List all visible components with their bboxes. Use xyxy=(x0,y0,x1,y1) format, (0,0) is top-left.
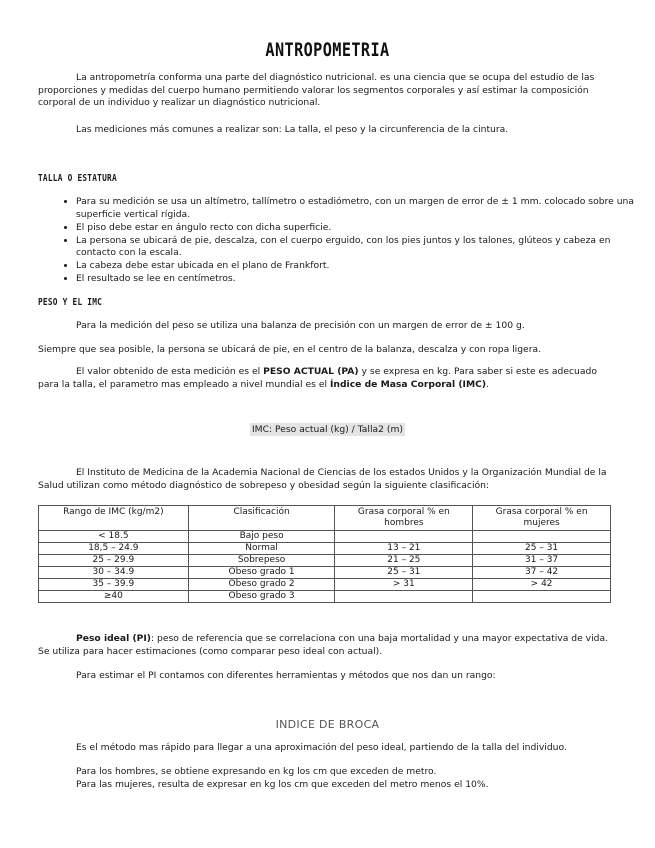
table-cell xyxy=(473,530,611,542)
table-cell: Obeso grado 2 xyxy=(188,578,335,590)
imc-term: Índice de Masa Corporal (IMC) xyxy=(330,378,487,390)
table-cell: ≥40 xyxy=(39,590,189,602)
list-item: • El piso debe estar en ángulo recto con dicha superficie. xyxy=(76,222,648,235)
header-cell: Grasa corporal % en hombres xyxy=(335,506,473,531)
section-heading-talla: TALLA O ESTATURA xyxy=(38,173,117,184)
table-cell: < 18.5 xyxy=(39,530,189,542)
table-cell: 25 – 29.9 xyxy=(39,554,189,566)
broca-women-line: Para las mujeres, resulta de expresar en kg los cm que exceden del metro menos el 10%. xyxy=(76,779,489,790)
table-row xyxy=(39,530,611,542)
imc-classification-table xyxy=(38,505,611,603)
table-row xyxy=(39,542,611,554)
list-item: • El resultado se lee en centímetros. xyxy=(76,273,648,286)
broca-men-line: Para los hombres, se obtiene expresando en kg los cm que exceden de metro. xyxy=(76,766,437,777)
table-cell xyxy=(473,590,611,602)
section-heading-peso: PESO Y EL IMC xyxy=(38,297,103,308)
table-cell: 25 – 31 xyxy=(335,566,473,578)
table-cell: 21 – 25 xyxy=(335,554,473,566)
peso-actual-term: PESO ACTUAL (PA) xyxy=(263,366,359,377)
list-item: • Para su medición se usa un altímetro, tallímetro o estadiómetro, con un margen de error de ± 1 mm. colocado sobre una superficie vertical rígida. xyxy=(76,196,648,221)
peso-ideal-term: Peso ideal (PI) xyxy=(76,633,151,644)
table-row xyxy=(39,590,611,602)
talla-bullet-list xyxy=(38,196,648,286)
peso-ideal-paragraph: Peso ideal (PI): peso de referencia que se correlaciona con una baja mortalidad y una mayor expectativa de vida. Se utiliza para hacer estimaciones (como comparar peso ideal con actual). xyxy=(38,633,609,657)
intro-measurements-paragraph: Las mediciones más comunes a realizar son: La talla, el peso y la circunferencia de la cintura. xyxy=(76,124,509,135)
table-cell: 18,5 – 24.9 xyxy=(39,542,189,554)
table-cell: 35 – 39.9 xyxy=(39,578,189,590)
table-cell xyxy=(335,530,473,542)
table-header-row xyxy=(39,506,611,531)
broca-method-paragraph: Es el método mas rápido para llegar a una aproximación del peso ideal, partiendo de la talla del individuo. xyxy=(76,742,567,753)
peso-position-paragraph: Siempre que sea posible, la persona se ubicará de pie, en el centro de la balanza, descalza y con ropa ligera. xyxy=(38,344,542,355)
header-cell: Rango de IMC (kg/m2) xyxy=(39,506,189,531)
header-cell: Clasificación xyxy=(188,506,335,531)
table-cell: Obeso grado 3 xyxy=(188,590,335,602)
table-cell: 30 – 34.9 xyxy=(39,566,189,578)
table-cell: Sobrepeso xyxy=(188,554,335,566)
table-row xyxy=(39,566,611,578)
table-cell: > 42 xyxy=(473,578,611,590)
table-cell: > 31 xyxy=(335,578,473,590)
broca-section-title: INDICE DE BROCA xyxy=(275,718,380,731)
table-row xyxy=(39,554,611,566)
table-cell: Normal xyxy=(188,542,335,554)
document-title: ANTROPOMETRIA xyxy=(265,39,390,61)
list-item: • La cabeza debe estar ubicada en el plano de Frankfort. xyxy=(76,260,648,273)
imc-formula: IMC: Peso actual (kg) / Talla2 (m) xyxy=(251,424,404,435)
classification-intro-paragraph: El Instituto de Medicina de la Academia Nacional de Ciencias de los estados Unidos y la Organización Mundial de la Salud utilizan como método diagnóstico de sobrepeso y obesidad según la siguiente clasificación: xyxy=(38,467,607,491)
table-cell xyxy=(335,590,473,602)
list-item: • La persona se ubicará de pie, descalza, con el cuerpo erguido, con los pies juntos y los talones, glúteos y cabeza en contacto con la escala. xyxy=(76,235,648,260)
pi-methods-paragraph: Para estimar el PI contamos con diferentes herramientas y métodos que nos dan un rango: xyxy=(76,670,496,681)
table-cell: 13 – 21 xyxy=(335,542,473,554)
intro-paragraph: La antropometría conforma una parte del diagnóstico nutricional. es una ciencia que se ocupa del estudio de las proporciones y medidas del cuerpo humano permitiendo valorar los segmentos corporales y así estimar la composición corporal de un individuo y realizar un diagnóstico nutricional. xyxy=(38,72,595,109)
table-cell: 25 – 31 xyxy=(473,542,611,554)
table-cell: Obeso grado 1 xyxy=(188,566,335,578)
peso-actual-paragraph: El valor obtenido de esta medición es el PESO ACTUAL (PA) y se expresa en kg. Para saber si este es adecuado para la talla, el parametro mas empleado a nivel mundial es el Índice de Masa Corporal (IMC). xyxy=(38,366,597,390)
table-cell: Bajo peso xyxy=(188,530,335,542)
table-cell: 37 – 42 xyxy=(473,566,611,578)
peso-paragraph: Para la medición del peso se utiliza una balanza de precisión con un margen de error de ± 100 g. xyxy=(76,320,525,331)
table-row xyxy=(39,578,611,590)
table-cell: 31 – 37 xyxy=(473,554,611,566)
header-cell: Grasa corporal % en mujeres xyxy=(473,506,611,531)
